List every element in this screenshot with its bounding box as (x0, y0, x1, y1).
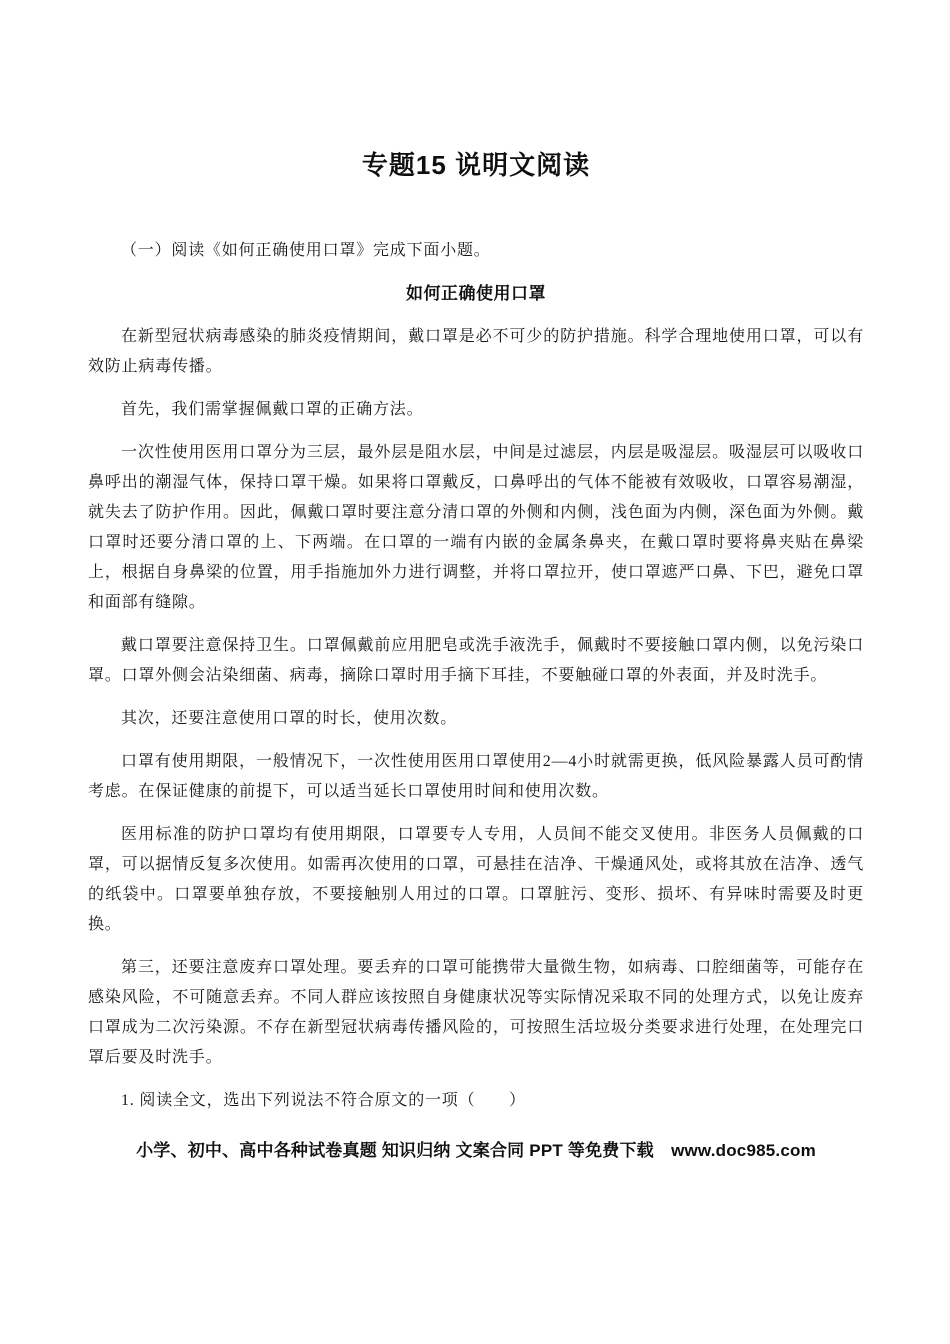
article-paragraph-2: 首先，我们需掌握佩戴口罩的正确方法。 (121, 401, 424, 418)
article-paragraph-7: 医用标准的防护口罩均有使用期限，口罩要专人专用，人员间不能交叉使用。非医务人员佩戴的口罩，可以据情反复多次使用。如需再次使用的口罩，可悬挂在洁净、干燥通风处，或将其放在洁净、透气的纸袋中。口罩要单独存放，不要接触别人用过的口罩。口罩脏污、变形、损坏、有异味时需要及时更换。 (88, 826, 864, 933)
footer-text: 小学、初中、高中各种试卷真题 知识归纳 文案合同 PPT 等免费下载 www.doc985.com (136, 1141, 816, 1160)
section-intro: （一）阅读《如何正确使用口罩》完成下面小题。 (121, 242, 491, 259)
article-title: 如何正确使用口罩 (406, 284, 546, 303)
article-paragraph-6: 口罩有使用期限，一般情况下，一次性使用医用口罩使用2—4小时就需更换，低风险暴露人员可酌情考虑。在保证健康的前提下，可以适当延长口罩使用时间和使用次数。 (88, 753, 864, 800)
question-item-1: 1. 阅读全文，选出下列说法不符合原文的一项（ ） (121, 1092, 526, 1109)
article-paragraph-4: 戴口罩要注意保持卫生。口罩佩戴前应用肥皂或洗手液洗手，佩戴时不要接触口罩内侧，以免污染口罩。口罩外侧会沾染细菌、病毒，摘除口罩时用手摘下耳挂，不要触碰口罩的外表面，并及时洗手。 (88, 637, 864, 684)
article-paragraph-8: 第三，还要注意废弃口罩处理。要丢弃的口罩可能携带大量微生物，如病毒、口腔细菌等，可能存在感染风险，不可随意丢弃。不同人群应该按照自身健康状况等实际情况采取不同的处理方式，以免让废弃口罩成为二次污染源。不存在新型冠状病毒传播风险的，可按照生活垃圾分类要求进行处理，在处理完口罩后要及时洗手。 (88, 959, 864, 1066)
article-paragraph-1: 在新型冠状病毒感染的肺炎疫情期间，戴口罩是必不可少的防护措施。科学合理地使用口罩，可以有效防止病毒传播。 (88, 328, 864, 375)
article-paragraph-5: 其次，还要注意使用口罩的时长，使用次数。 (121, 710, 458, 727)
footer-promo (88, 1138, 864, 1164)
article-paragraph-3: 一次性使用医用口罩分为三层，最外层是阻水层，中间是过滤层，内层是吸湿层。吸湿层可以吸收口鼻呼出的潮湿气体，保持口罩干燥。如果将口罩戴反，口鼻呼出的气体不能被有效吸收，口罩容易潮湿，就失去了防护作用。因此，佩戴口罩时要注意分清口罩的外侧和内侧，浅色面为内侧，深色面为外侧。戴口罩时还要分清口罩的上、下两端。在口罩的一端有内嵌的金属条鼻夹，在戴口罩时要将鼻夹贴在鼻梁上，根据自身鼻梁的位置，用手指施加外力进行调整，并将口罩拉开，使口罩遮严口鼻、下巴，避免口罩和面部有缝隙。 (88, 444, 864, 611)
page-title: 专题15 说明文阅读 (361, 150, 591, 180)
